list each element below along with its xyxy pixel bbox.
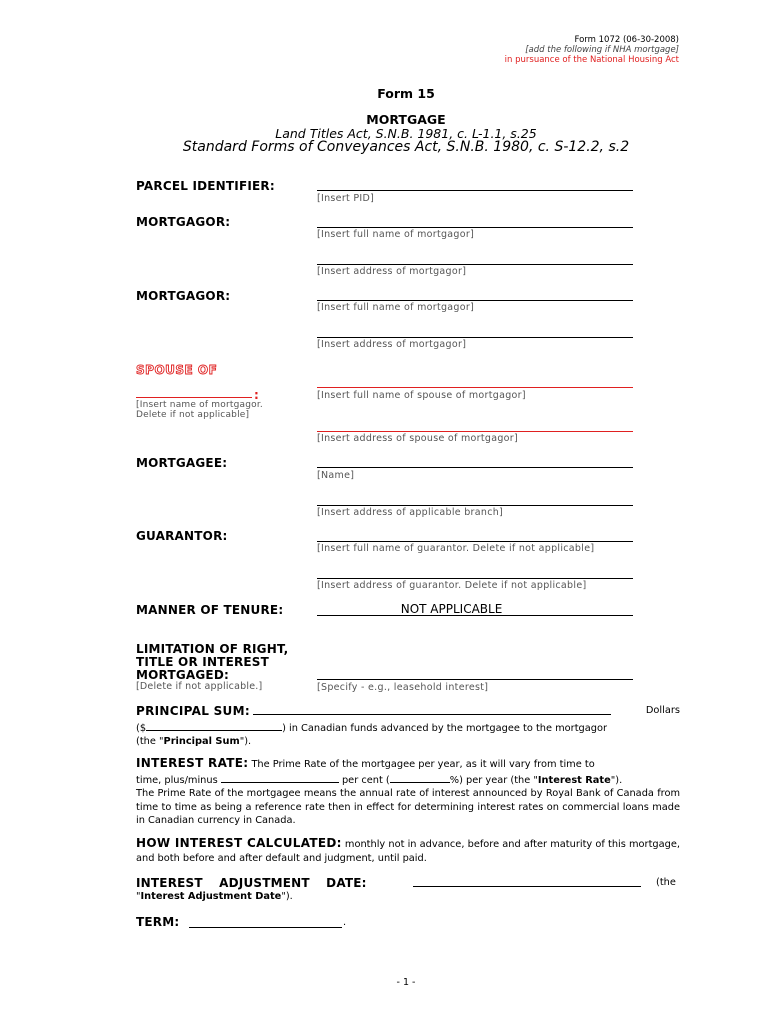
how-calculated-label: HOW INTEREST CALCULATED:: [136, 836, 342, 850]
parcel-field-line[interactable]: [317, 190, 633, 191]
principal-text: ) in Canadian funds advanced by the mortgagee to the mortgagor: [282, 722, 608, 734]
spouse-left-hint-2: Delete if not applicable]: [136, 410, 250, 420]
mortgagor-1-label: MORTGAGOR:: [136, 215, 231, 229]
adjustment-date-label: [136, 876, 367, 890]
mortgagor-2-address-line[interactable]: [317, 337, 633, 338]
guarantor-name-line[interactable]: [317, 541, 633, 542]
principal-amount-figures-field[interactable]: [146, 720, 282, 731]
how-calculated-paragraph: [136, 837, 680, 865]
mortgagor-1-name-hint: [Insert full name of mortgagor]: [317, 229, 475, 240]
adjustment-defined-term: Interest Adjustment Date: [140, 891, 282, 902]
how-calculated-text: monthly not in advance, before and after maturity of this mortgage, and both before and after default and judgment, until paid.: [136, 839, 680, 864]
principal-defn-close: ").: [239, 736, 252, 748]
spouse-colon: :: [254, 388, 259, 402]
interest-rate-text-1: The Prime Rate of the mortgagee per year, as it will vary from time to: [251, 759, 595, 770]
guarantor-address-line[interactable]: [317, 578, 633, 579]
interest-rate-text-2b: per cent (: [341, 774, 390, 786]
limitation-label-3: MORTGAGED:: [136, 668, 229, 682]
interest-rate-paragraph: [136, 757, 680, 828]
tenure-label: MANNER OF TENURE:: [136, 603, 284, 617]
mortgagee-name-hint: [Name]: [317, 470, 355, 481]
limitation-label-2: TITLE OR INTEREST: [136, 655, 270, 669]
adjustment-defn-open: ": [136, 891, 141, 902]
adjustment-definition: [136, 891, 293, 902]
tenure-value: NOT APPLICABLE: [400, 602, 503, 616]
plus-minus-field[interactable]: [221, 772, 339, 783]
nha-act-note: in pursuance of the National Housing Act: [504, 55, 679, 65]
interest-rate-text-2c: %) per year (the ": [449, 774, 538, 786]
principal-open-paren: ($: [136, 722, 147, 734]
document-title: MORTGAGE: [366, 112, 446, 127]
parcel-label: PARCEL IDENTIFIER:: [136, 179, 275, 193]
percent-field[interactable]: [390, 772, 450, 783]
act-citation-2: Standard Forms of Conveyances Act, S.N.B. 1980, c. S-12.2, s.2: [182, 139, 630, 155]
spouse-name-line[interactable]: [317, 387, 633, 388]
interest-rate-label: INTEREST RATE:: [136, 756, 249, 770]
interest-rate-text-2d: ").: [610, 774, 623, 786]
term-label: TERM:: [136, 915, 180, 929]
mortgagor-1-address-line[interactable]: [317, 264, 633, 265]
dollars-text: Dollars: [645, 705, 680, 716]
limitation-label-1: LIMITATION OF RIGHT,: [136, 642, 289, 656]
mortgagor-1-name-line[interactable]: [317, 227, 633, 228]
principal-sum-label: PRINCIPAL SUM:: [136, 704, 250, 718]
page-number: - 1 -: [396, 977, 416, 988]
adjustment-date-label-text: INTEREST ADJUSTMENT DATE:: [136, 876, 367, 890]
term-period: .: [343, 917, 347, 928]
adjustment-defn-close: ").: [281, 891, 293, 902]
mortgagor-2-name-line[interactable]: [317, 300, 633, 301]
limitation-left-hint: [Delete if not applicable.]: [136, 681, 263, 692]
principal-defined-term: Principal Sum: [163, 736, 240, 748]
form-number: Form 15: [377, 86, 435, 101]
limitation-field-line[interactable]: [317, 679, 633, 680]
spouse-address-hint: [Insert address of spouse of mortgagor]: [317, 433, 518, 444]
prime-rate-definition: The Prime Rate of the mortgagee means the annual rate of interest announced by Royal Bank of Canada from time to time as being a reference rate then in effect for determining interest rates on commercial loans made in Canadian currency in Canada.: [136, 788, 680, 827]
guarantor-name-hint: [Insert full name of guarantor. Delete if not applicable]: [317, 543, 595, 554]
form-reference: Form 1072 (06-30-2008): [574, 35, 679, 45]
principal-sum-paragraph: [136, 704, 680, 749]
interest-rate-defined-term: Interest Rate: [537, 774, 611, 786]
guarantor-label: GUARANTOR:: [136, 529, 228, 543]
principal-defn-open: (the ": [136, 736, 164, 748]
mortgagor-2-address-hint: [Insert address of mortgagor]: [317, 339, 467, 350]
spouse-label: SPOUSE OF: [136, 363, 218, 377]
mortgagor-2-name-hint: [Insert full name of mortgagor]: [317, 302, 475, 313]
nha-note: [add the following if NHA mortgage]: [525, 45, 679, 55]
mortgagee-address-hint: [Insert address of applicable branch]: [317, 507, 504, 518]
adjustment-the-text: (the: [656, 877, 676, 888]
principal-amount-words-field[interactable]: [253, 704, 611, 715]
mortgagee-name-line[interactable]: [317, 467, 633, 468]
spouse-of-line[interactable]: [136, 397, 252, 398]
interest-rate-text-2a: time, plus/minus: [136, 774, 218, 786]
limitation-hint: [Specify - e.g., leasehold interest]: [317, 682, 489, 693]
mortgagee-label: MORTGAGEE:: [136, 456, 228, 470]
act-citation-1: Land Titles Act, S.N.B. 1981, c. L-1.1, s.25: [275, 126, 537, 141]
adjustment-date-field[interactable]: [413, 886, 641, 887]
mortgagor-2-label: MORTGAGOR:: [136, 289, 231, 303]
mortgagee-address-line[interactable]: [317, 505, 633, 506]
spouse-left-hint: [Insert name of mortgagor.: [136, 400, 263, 410]
mortgagor-1-address-hint: [Insert address of mortgagor]: [317, 266, 467, 277]
parcel-hint: [Insert PID]: [317, 193, 375, 204]
guarantor-address-hint: [Insert address of guarantor. Delete if not applicable]: [317, 580, 587, 591]
spouse-address-line[interactable]: [317, 431, 633, 432]
term-field[interactable]: [189, 927, 342, 928]
spouse-name-hint: [Insert full name of spouse of mortgagor]: [317, 390, 526, 401]
